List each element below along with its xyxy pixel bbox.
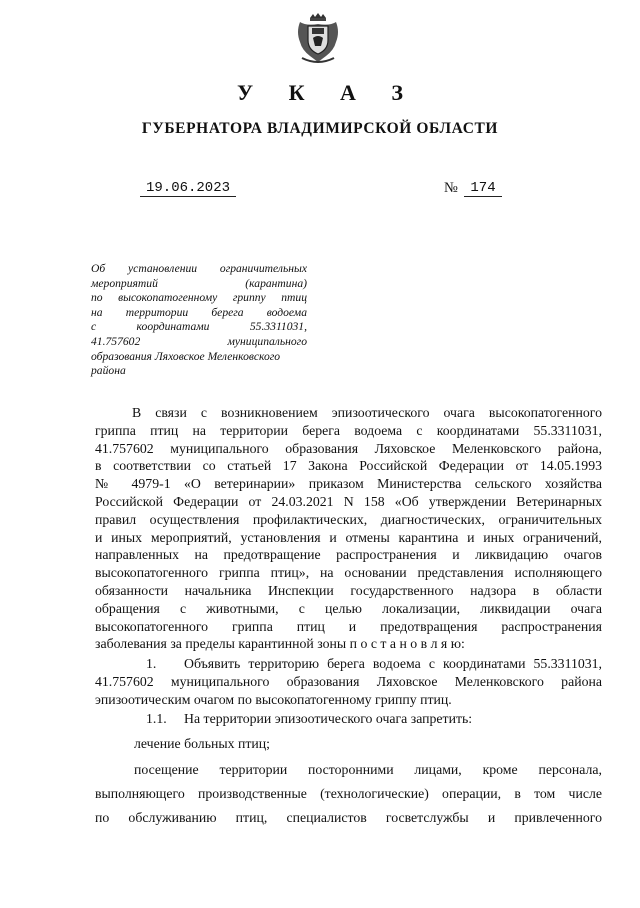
item-1-line: эпизоотическим очагом по высокопатогенному гриппу птиц. — [95, 691, 452, 707]
document-title: У К А З — [236, 80, 419, 105]
preamble-line: гриппа птиц на территории берега водоема с координатами 55.3311031, — [95, 422, 602, 438]
preamble-paragraph — [95, 404, 602, 653]
item-1 — [95, 655, 602, 708]
treatment-ban-line: лечение больных птиц; — [134, 736, 270, 751]
preamble-line: В связи с возникновением эпизоотического очага высокопатогенного — [132, 405, 602, 420]
item-1-line — [95, 655, 602, 673]
visits-line: по обслуживанию птиц, специалистов госветслужбы и привлеченного — [95, 810, 602, 825]
preamble-line: обращения с животными, с целью локализации, ликвидации очага — [95, 600, 602, 616]
item-1-1 — [146, 710, 472, 728]
preamble-line: высокопатогенного гриппа птиц», на основании представления исполняющего — [95, 565, 602, 581]
visits-line: посещение территории посторонними лицами, кроме персонала, — [134, 762, 602, 777]
subject-line: Об установлении ограничительных — [91, 262, 307, 275]
document-number: 174 — [464, 180, 502, 197]
preamble-line: направленных на предотвращение распространения и ликвидацию очагов — [95, 547, 602, 563]
subject-line: 41.757602 муниципального — [91, 334, 307, 348]
item-1-line: 41.757602 муниципального образования Ляховское Меленковского района — [95, 673, 602, 689]
item-1-1-number: 1.1. — [146, 711, 167, 726]
document-subtitle: ГУБЕРНАТОРА ВЛАДИМИРСКОЙ ОБЛАСТИ — [141, 120, 499, 137]
preamble-line: обязанности начальника Инспекции государственного надзора в области — [95, 582, 602, 598]
preamble-line: высокопатогенного гриппа птиц и предотвращения распространения — [95, 618, 602, 634]
subject-line: образования Ляховское Меленковского — [91, 349, 281, 363]
subject-line: по высокопатогенному гриппу птиц — [91, 291, 307, 305]
preamble-line: № 4979-1 «О ветеринарии» приказом Министерства сельского хозяйства — [95, 476, 602, 492]
visits-line: выполняющего производственные (технологические) операции, в том числе — [95, 786, 602, 801]
preamble-line: в соответствии со статьей 17 Закона Российской Федерации от 14.05.1993 — [95, 458, 602, 474]
preamble-line: заболевания за пределы карантинной зоны п о с т а н о в л я ю: — [95, 636, 465, 652]
preamble-line: Российской Федерации от 24.03.2021 N 158 «Об утверждении Ветеринарных — [95, 493, 602, 509]
document-subject — [91, 262, 307, 379]
item-1-1-text: На территории эпизоотического очага запретить: — [184, 711, 473, 726]
number-label: № — [444, 180, 458, 196]
item-1-text: Объявить территорию берега водоема с координатами 55.3311031, — [184, 656, 602, 671]
preamble-line: правил осуществления профилактических, диагностических, ограничительных — [95, 511, 602, 527]
preamble-line: 41.757602 муниципального образования Ляховское Меленковского района, — [95, 440, 602, 456]
visits-ban-paragraph — [95, 758, 602, 830]
subject-line: на территории берега водоема — [91, 305, 307, 319]
subject-line: мероприятий (карантина) — [91, 276, 307, 290]
vladimir-coat-of-arms-icon — [296, 12, 340, 64]
preamble-line: и иных мероприятий, установления и отмены карантина и иных ограничений, — [95, 529, 602, 545]
subject-line: с координатами 55.3311031, — [91, 320, 307, 334]
subject-line: района — [91, 364, 126, 378]
document-date: 19.06.2023 — [140, 180, 236, 197]
item-1-number: 1. — [146, 656, 157, 671]
